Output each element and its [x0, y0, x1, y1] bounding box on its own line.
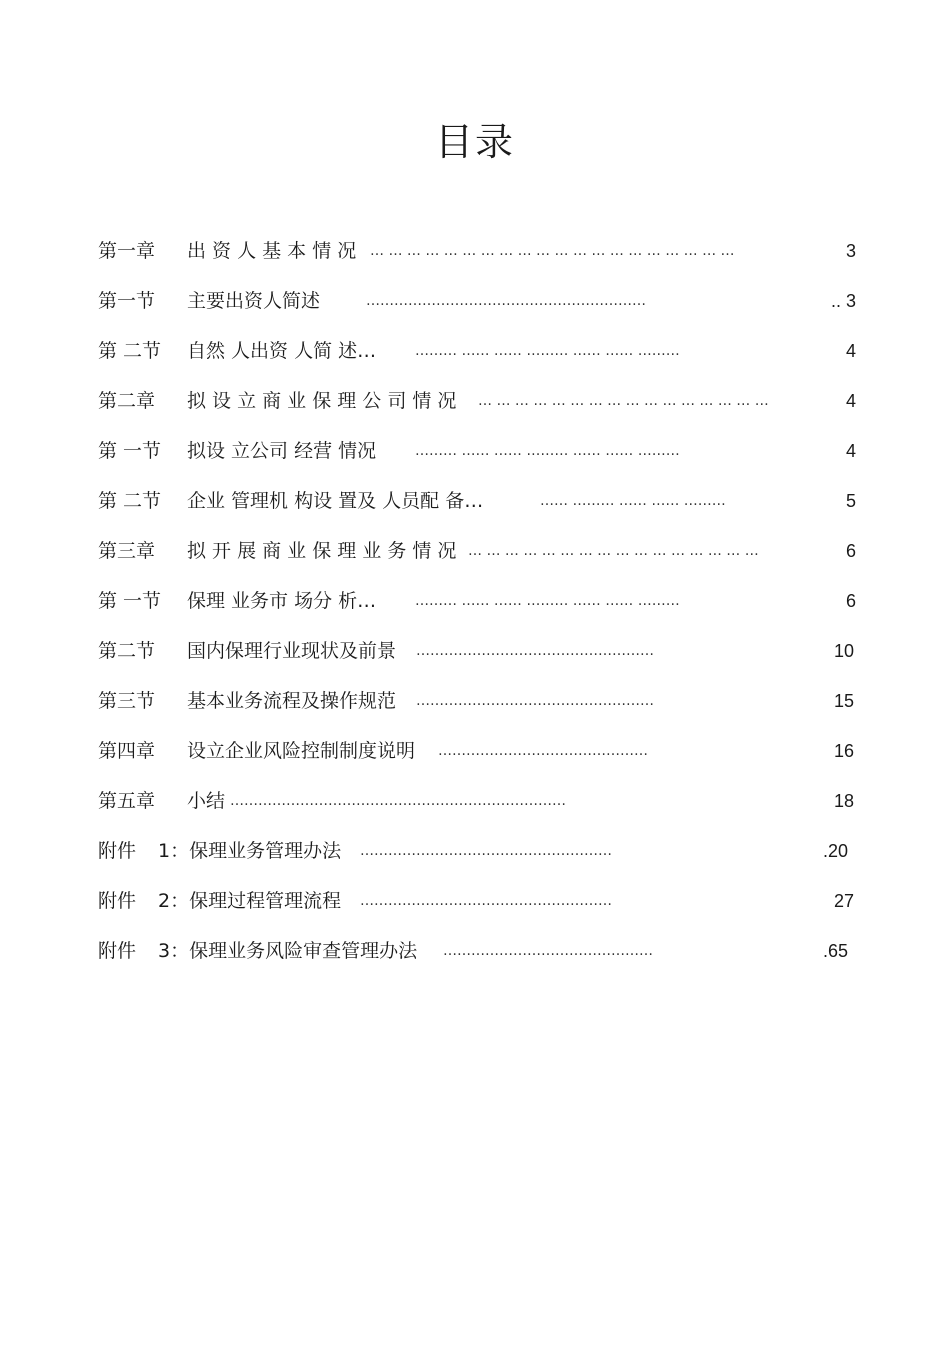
toc-entry-5[interactable] — [0, 432, 950, 470]
toc-entry-leader: … … … … … … … … … … … … … … … … — [468, 543, 759, 559]
toc-entry-page: 4 — [845, 391, 856, 411]
toc-entry-12[interactable] — [0, 782, 950, 820]
toc-entry-page: 16 — [833, 741, 854, 761]
toc-entry-title: 出 资 人 基 本 情 况 — [187, 240, 357, 262]
toc-entry-label: 第 二节 — [98, 340, 162, 362]
toc-entry-title: 主要出资人简述 — [187, 290, 321, 312]
toc-entry-6[interactable] — [0, 482, 950, 520]
toc-entry-label: 第二章 — [98, 390, 156, 412]
toc-entry-label: 第 一节 — [98, 590, 162, 612]
toc-entry-label: 附件 — [98, 840, 137, 862]
toc-entry-title: 保理 业务市 场分 析… — [187, 590, 377, 612]
toc-entry-8[interactable] — [0, 582, 950, 620]
toc-entry-page: 3 — [845, 241, 856, 261]
toc-entry-label: 第 一节 — [98, 440, 162, 462]
toc-entry-leader: … … … … … … … … … … … … … … … … — [478, 393, 769, 409]
toc-entry-page: 6 — [845, 591, 856, 611]
toc-entry-leader: ……… …… …… ……… …… …… ……… — [415, 343, 680, 359]
toc-entry-11[interactable] — [0, 732, 950, 770]
toc-entry-title: 企业 管理机 构设 置及 人员配 备… — [187, 490, 484, 512]
toc-entry-title: 自然 人出资 人简 述… — [187, 340, 377, 362]
toc-entry-page: .. 3 — [830, 291, 856, 311]
toc-entry-title: 小结 — [187, 790, 226, 812]
toc-entry-page: 5 — [845, 491, 856, 511]
toc-entry-2[interactable] — [0, 282, 950, 320]
toc-entry-label: 附件 — [98, 940, 137, 962]
toc-entry-leader: ……………………………………… — [438, 743, 648, 759]
toc-entry-leader: ……………………………………………… — [360, 843, 612, 859]
toc-entry-leader: …… ……… …… …… ……… — [540, 493, 726, 509]
toc-entry-page: 10 — [833, 641, 854, 661]
toc-entry-title: 3：保理业务风险审查管理办法 — [158, 940, 418, 962]
toc-entry-3[interactable] — [0, 332, 950, 370]
toc-entry-page: .65 — [822, 941, 848, 961]
toc-entry-title: 拟 设 立 商 业 保 理 公 司 情 况 — [187, 390, 457, 412]
toc-entry-leader: …………………………………………… — [416, 643, 654, 659]
toc-entry-page: 15 — [833, 691, 854, 711]
toc-entry-4[interactable] — [0, 382, 950, 420]
toc-entry-leader: ……………………………………… — [443, 943, 653, 959]
toc-entry-label: 第三章 — [98, 540, 156, 562]
toc-entry-label: 第四章 — [98, 740, 156, 762]
toc-entry-10[interactable] — [0, 682, 950, 720]
toc-entry-label: 附件 — [98, 890, 137, 912]
toc-entry-page: 18 — [833, 791, 854, 811]
toc-entry-title: 1：保理业务管理办法 — [158, 840, 342, 862]
toc-entry-title: 国内保理行业现状及前景 — [187, 640, 397, 662]
toc-entry-label: 第五章 — [98, 790, 156, 812]
toc-entry-leader: ……………………………………………………………… — [230, 793, 566, 809]
toc-entry-page: 6 — [845, 541, 856, 561]
toc-entry-title: 拟设 立公司 经营 情况 — [187, 440, 377, 462]
toc-entry-15[interactable] — [0, 932, 950, 970]
toc-entry-14[interactable] — [0, 882, 950, 920]
toc-entry-page: 4 — [845, 441, 856, 461]
toc-entry-leader: …………………………………………… — [416, 693, 654, 709]
toc-entry-label: 第 二节 — [98, 490, 162, 512]
toc-entry-leader: ……………………………………………… — [360, 893, 612, 909]
toc-entry-title: 设立企业风险控制制度说明 — [187, 740, 416, 762]
toc-entry-label: 第二节 — [98, 640, 156, 662]
toc-entry-leader: … … … … … … … … … … … … … … … … … … … … — [370, 243, 735, 259]
toc-entry-page: 27 — [833, 891, 854, 911]
toc-entry-leader: ……… …… …… ……… …… …… ……… — [415, 443, 680, 459]
toc-entry-label: 第一节 — [98, 290, 156, 312]
toc-entry-13[interactable] — [0, 832, 950, 870]
toc-entry-leader: …………………………………………………… — [366, 293, 646, 309]
toc-entry-page: .20 — [822, 841, 848, 861]
toc-entry-title: 拟 开 展 商 业 保 理 业 务 情 况 — [187, 540, 457, 562]
page-title: 目录 — [434, 120, 515, 164]
toc-entry-label: 第一章 — [98, 240, 156, 262]
toc-entry-1[interactable] — [0, 232, 950, 270]
toc-entry-9[interactable] — [0, 632, 950, 670]
toc-entry-page: 4 — [845, 341, 856, 361]
toc-entry-label: 第三节 — [98, 690, 156, 712]
toc-entry-7[interactable] — [0, 532, 950, 570]
toc-entry-title: 基本业务流程及操作规范 — [187, 690, 397, 712]
toc-entry-leader: ……… …… …… ……… …… …… ……… — [415, 593, 680, 609]
toc-entry-title: 2：保理过程管理流程 — [158, 890, 342, 912]
